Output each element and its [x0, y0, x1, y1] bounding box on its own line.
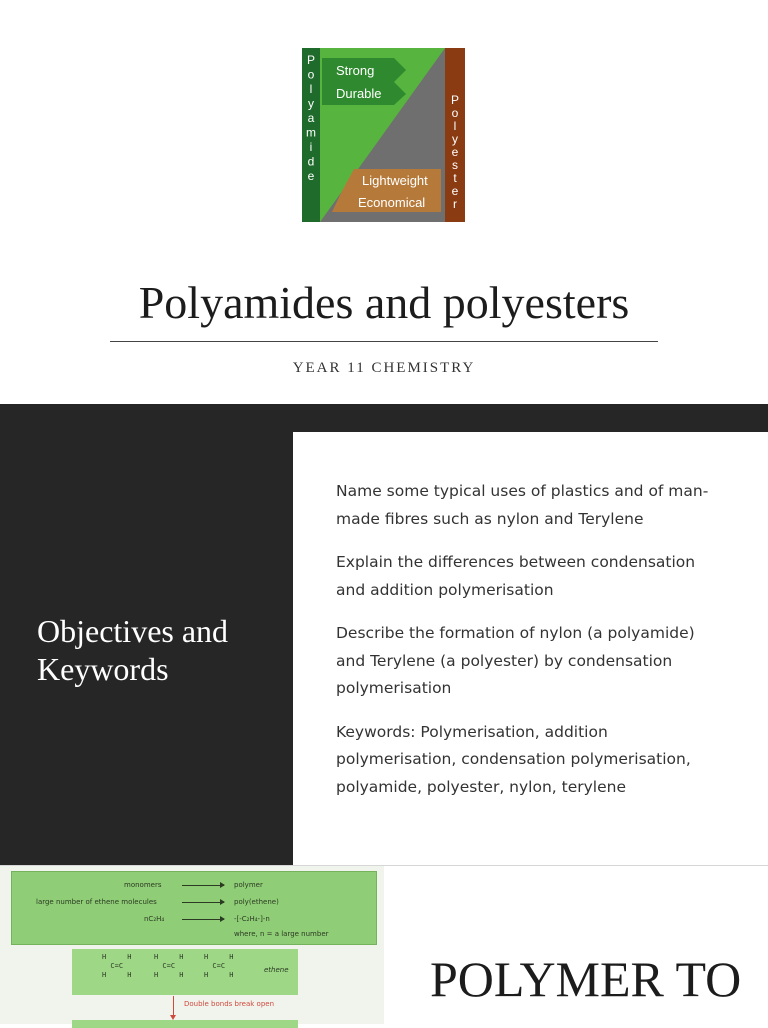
polymerisation-diagram: [0, 866, 384, 1024]
objective-item: Explain the differences between condensation and addition polymerisation: [336, 553, 696, 599]
polymer-slide: [0, 866, 768, 1024]
down-arrow-icon: [173, 996, 174, 1016]
polymer-label: polymer: [234, 881, 263, 889]
ethene-molecule: H H C=C H H: [102, 953, 132, 979]
presentation-title: Polyamides and polyesters: [138, 277, 630, 328]
presentation-subtitle: YEAR 11 CHEMISTRY: [292, 360, 476, 376]
objective-item: Describe the formation of nylon (a polyamide) and Terylene (a polyester) by condensation polymerisation: [336, 624, 695, 697]
ethene-molecules-label: large number of ethene molecules: [36, 898, 157, 906]
objective-item: Name some typical uses of plastics and of man-made fibres such as nylon and Terylene: [336, 482, 709, 528]
objectives-heading: Objectives and Keywords: [37, 613, 229, 687]
logo-lightweight-text: Lightweight: [362, 173, 428, 188]
ethene-molecules-box: [72, 949, 298, 995]
ethene-label: ethene: [264, 966, 289, 974]
logo-durable-text: Durable: [336, 86, 382, 101]
double-bonds-label: Double bonds break open: [184, 1000, 275, 1008]
polymer-slide-title: POLYMER TO: [430, 951, 742, 1007]
objectives-list: [336, 478, 716, 817]
arrow-icon: [182, 902, 224, 903]
arrow-icon: [182, 885, 224, 886]
monomer-polymer-table: [11, 871, 377, 945]
ethene-molecule: H H C=C H H: [154, 953, 184, 979]
objectives-side-panel: [0, 432, 293, 865]
n-note: where, n = a large number: [234, 930, 329, 938]
slide-separator: [0, 404, 768, 432]
logo-polyamide-label: P o l y a m i d e: [306, 53, 316, 183]
polyethene-label: poly(ethene): [234, 898, 279, 906]
logo-economical-text: Economical: [358, 195, 426, 210]
arrow-icon: [182, 919, 224, 920]
logo-strong-text: Strong: [336, 63, 375, 78]
title-divider: [110, 341, 658, 342]
formula-polymer: -[-C₂H₄-]-n: [234, 915, 270, 923]
ethene-molecule: H H C=C H H: [204, 953, 234, 979]
monomers-label: monomers: [124, 881, 162, 889]
polyamide-polyester-logo: [302, 48, 465, 222]
title-slide: [0, 0, 768, 404]
polymer-chain-box: [72, 1020, 298, 1028]
objectives-slide: [0, 432, 768, 866]
keywords-item: Keywords: Polymerisation, addition polymerisation, condensation polymerisation, polyamide, polyester, nylon, terylene: [336, 722, 691, 796]
logo-polyester-label: P o l y e s t e r: [450, 93, 460, 211]
formula-monomer: nC₂H₄: [144, 915, 165, 923]
